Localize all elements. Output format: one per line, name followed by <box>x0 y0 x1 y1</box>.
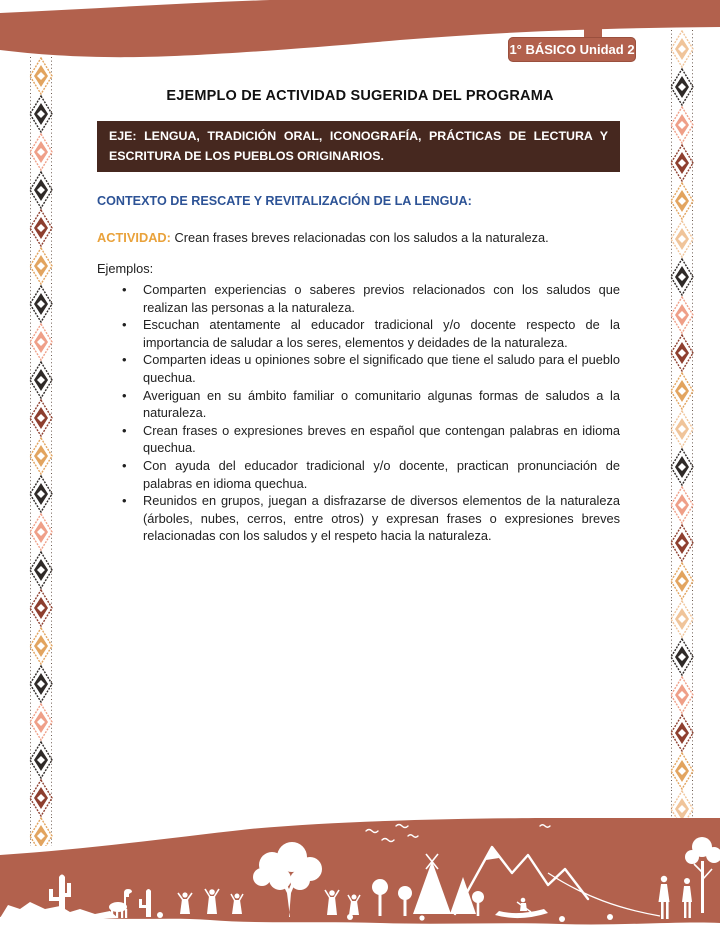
footer-landscape-illustration <box>0 817 720 932</box>
actividad-label: ACTIVIDAD: <box>97 230 171 245</box>
bullet-item: • Con ayuda del educador tradicional y/o docente, practican pronunciación de palabras en idioma quechua. <box>97 457 620 492</box>
page-title: EJEMPLO DE ACTIVIDAD SUGERIDA DEL PROGRAMA <box>166 88 554 104</box>
bullet-item: • Comparten ideas u opiniones sobre el significado que tiene el saludo para el pueblo quechua. <box>97 351 620 386</box>
footer-landscape-svg <box>0 817 720 932</box>
ejemplos-label: Ejemplos: <box>97 261 154 276</box>
eje-heading-text: EJE: LENGUA, TRADICIÓN ORAL, ICONOGRAFÍA, PRÁCTICAS DE LECTURA Y ESCRITURA DE LOS PUEBLOS ORIGINARIOS. <box>109 129 608 164</box>
unit-badge <box>508 37 636 62</box>
activity-bullet-list <box>97 281 620 545</box>
eje-heading-box <box>97 121 620 172</box>
bullet-item: • Escuchan atentamente al educador tradicional y/o docente respecto de la importancia de saludar a los seres, elementos y deidades de la naturaleza. <box>97 316 620 351</box>
left-textile-pattern <box>29 57 53 846</box>
bullet-item: • Crean frases o expresiones breves en español que contengan palabras en idioma quechua. <box>97 422 620 457</box>
unit-badge-label: 1° BÁSICO Unidad 2 <box>509 42 635 57</box>
right-textile-pattern <box>670 30 694 820</box>
right-textile-border <box>670 30 694 820</box>
bullet-item: • Comparten experiencias o saberes previos relacionados con los saludos que realizan las personas a la naturaleza. <box>97 281 620 316</box>
bullet-item: • Reunidos en grupos, juegan a disfrazarse de diversos elementos de la naturaleza (árboles, nubes, cerros, entre otros) y expresan frases o expresiones breves relacionadas con los saludos y el respeto hacia la naturaleza. <box>97 492 620 545</box>
left-textile-border <box>29 57 53 846</box>
bullet-item: • Averiguan en su ámbito familiar o comunitario algunas formas de saludos a la naturaleza. <box>97 387 620 422</box>
actividad-text: Crean frases breves relacionadas con los saludos a la naturaleza. <box>170 230 549 245</box>
actividad-line <box>97 230 620 245</box>
contexto-heading: CONTEXTO DE RESCATE Y REVITALIZACIÓN DE LA LENGUA: <box>97 194 472 208</box>
